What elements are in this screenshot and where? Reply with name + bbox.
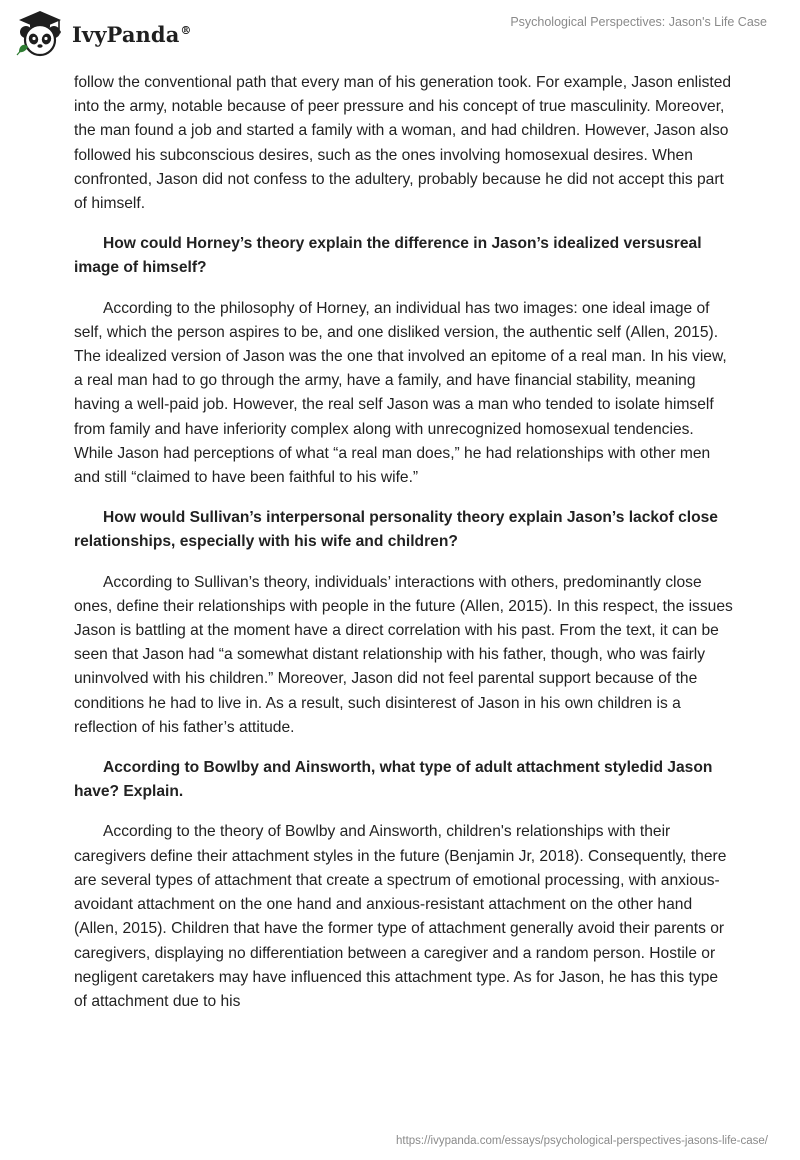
question-heading: How could Horney’s theory explain the difference in Jason’s idealized versusreal image of himself?	[74, 235, 702, 277]
running-title: Psychological Perspectives: Jason's Life Case	[510, 15, 767, 29]
ivypanda-logo[interactable]	[14, 8, 192, 60]
body-paragraph: follow the conventional path that every man of his generation took. For example, Jason enlisted into the army, notable because of peer pressure and his concept of true masculinity. Moreover, the man found a job and started a family with a woman, and had children. However, Jason also followed his subconscious desires, such as the ones involving homosexual desires. When confronted, Jason did not confess to the adultery, probably because he did not accept this part of himself.	[74, 74, 732, 213]
body-paragraph: According to the theory of Bowlby and Ainsworth, children's relationships with their caregivers define their attachment styles in the future (Benjamin Jr, 2018). Consequently, there are several types of attachment that create a spectrum of emotional processing, with anxious-avoidant attachment on the one hand and anxious-resistant attachment on the other hand (Allen, 2015). Children that have the former type of attachment generally avoid their parents or caregivers, displaying no differentiation between a caregiver and a random person. Hostile or negligent caretakers may have influenced this attachment type. As for Jason, he has this type of attachment due to his	[74, 823, 727, 1010]
question-heading: According to Bowlby and Ainsworth, what type of adult attachment styledid Jason have? Explain.	[74, 759, 713, 801]
essay-body	[74, 71, 734, 1030]
registered-mark: ®	[180, 23, 192, 37]
question-heading: How would Sullivan’s interpersonal personality theory explain Jason’s lackof close relationships, especially with his wife and children?	[74, 509, 718, 551]
source-url[interactable]: https://ivypanda.com/essays/psychological-perspectives-jasons-life-case/	[396, 1135, 768, 1147]
page-header	[0, 0, 800, 70]
brand-name: IvyPanda®	[72, 21, 192, 47]
body-paragraph: According to the philosophy of Horney, an individual has two images: one ideal image of self, which the person aspires to be, and one disliked version, the authentic self (Allen, 2015). The idealized version of Jason was the one that involved an epitome of a real man. In his view, a real man had to go through the army, have a family, and have financial stability, meaning having a well-paid job. However, the real self Jason was a man who tended to isolate himself from family and have inferiority complex along with unrecognized homosexual tendencies. While Jason had perceptions of what “a real man does,” he had relationships with other men and still “claimed to have been faithful to his wife.”	[74, 299, 727, 487]
body-paragraph: According to Sullivan’s theory, individuals’ interactions with others, predominantly close ones, define their relationships with people in the future (Allen, 2015). In this respect, the issues Jason is battling at the moment have a direct correlation with his past. From the text, it can be seen that Jason had “a somewhat distant relationship with his father, though, who was fairly uninvolved with his children.” Moreover, Jason did not feel parental support because of the conditions he had to live in. As a result, such disinterest of Jason in his own children is a reflection of his father’s attitude.	[74, 573, 733, 736]
panda-graduate-icon	[14, 8, 66, 60]
